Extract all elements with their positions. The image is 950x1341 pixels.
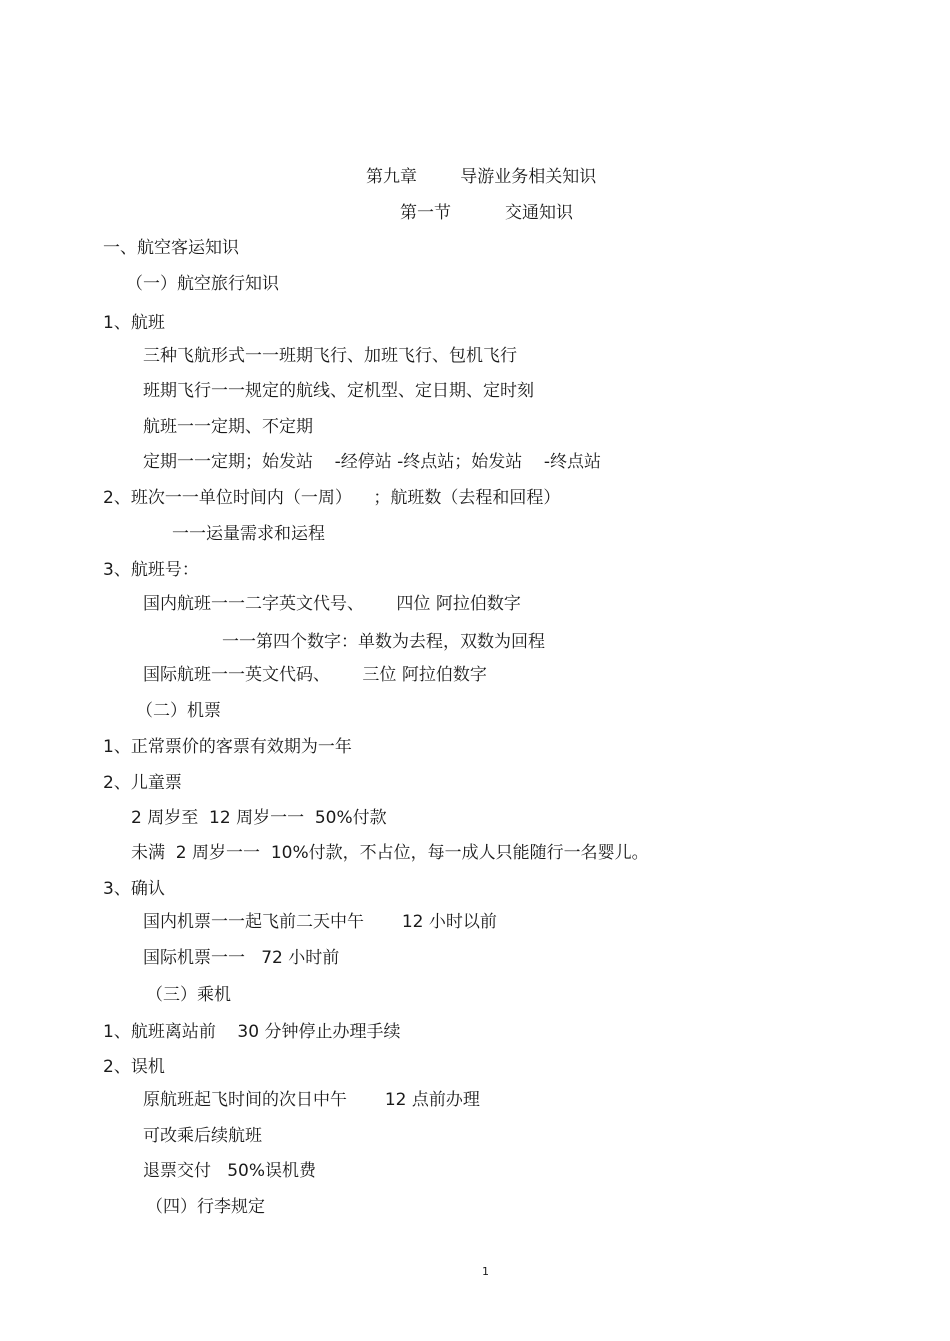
- body-line: 原航班起飞时间的次日中午 12 点前办理: [143, 1090, 480, 1110]
- section-title: 第一节 交通知识: [400, 203, 574, 223]
- body-line: 国内航班一一二字英文代号、 四位 阿拉伯数字: [143, 594, 521, 614]
- numbered-item: 3、航班号：: [103, 560, 199, 580]
- body-line: 航班一一定期、不定期: [143, 417, 313, 437]
- body-line: 国际航班一一英文代码、 三位 阿拉伯数字: [143, 665, 487, 685]
- numbered-item: 3、确认: [103, 879, 165, 899]
- body-line: 退票交付 50%误机费: [143, 1161, 316, 1181]
- heading-level-2: （一）航空旅行知识: [126, 274, 279, 294]
- heading-level-2: （三）乘机: [146, 985, 231, 1005]
- numbered-item: 1、航班: [103, 313, 165, 333]
- body-line: 三种飞航形式一一班期飞行、加班飞行、包机飞行: [143, 346, 517, 366]
- body-line: 一一运量需求和运程: [172, 524, 325, 544]
- numbered-item: 2、误机: [103, 1057, 165, 1077]
- numbered-item: 2、儿童票: [103, 773, 182, 793]
- numbered-item: 1、正常票价的客票有效期为一年: [103, 737, 352, 757]
- numbered-item: 1、航班离站前 30 分钟停止办理手续: [103, 1022, 401, 1042]
- body-line: 国际机票一一 72 小时前: [143, 948, 340, 968]
- chapter-title: 第九章 导游业务相关知识: [366, 167, 597, 187]
- heading-level-2: （二）机票: [136, 701, 221, 721]
- body-line: 未满 2 周岁一一 10%付款，不占位，每一成人只能随行一名婴儿。: [131, 843, 649, 863]
- numbered-item: 2、班次一一单位时间内（一周） ；航班数（去程和回程）: [103, 488, 561, 508]
- body-line: 国内机票一一起飞前二天中午 12 小时以前: [143, 912, 497, 932]
- body-line: 2 周岁至 12 周岁一一 50%付款: [131, 808, 387, 828]
- heading-level-2: （四）行李规定: [146, 1197, 265, 1217]
- body-line: 一一第四个数字：单数为去程，双数为回程: [222, 632, 545, 652]
- body-line: 可改乘后续航班: [143, 1126, 262, 1146]
- page-number: 1: [482, 1265, 489, 1278]
- body-line: 定期一一定期；始发站 -经停站 -终点站；始发站 -终点站: [143, 452, 602, 472]
- body-line: 班期飞行一一规定的航线、定机型、定日期、定时刻: [143, 381, 534, 401]
- heading-level-1: 一、航空客运知识: [103, 238, 239, 258]
